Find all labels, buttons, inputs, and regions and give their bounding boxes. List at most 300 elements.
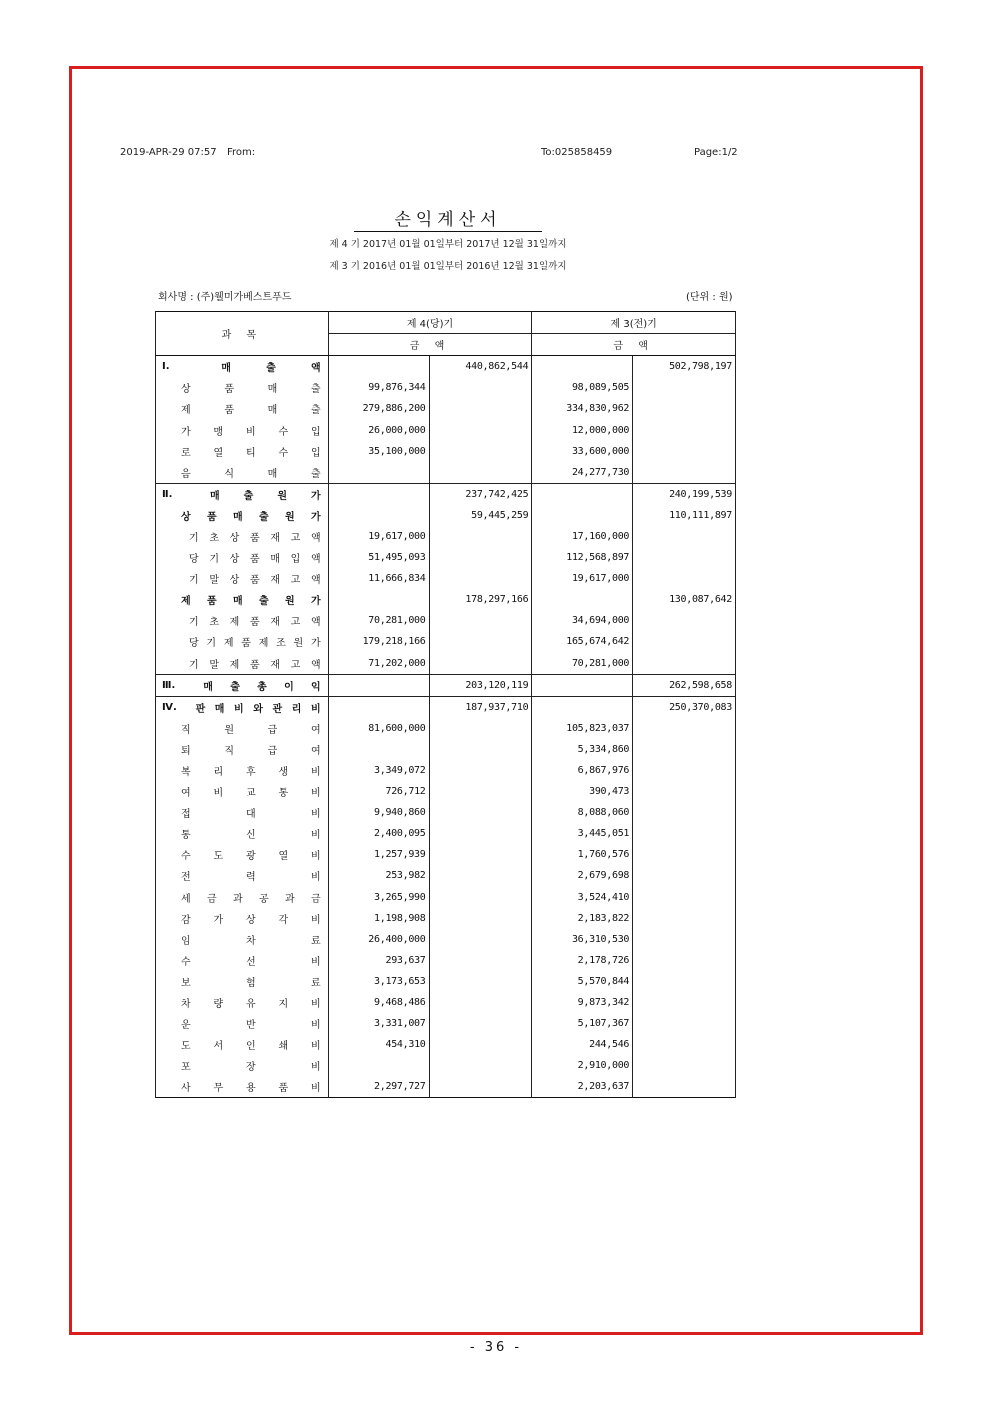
account-label-char: 리 <box>291 703 302 715</box>
account-label-char: 비 <box>311 872 321 884</box>
account-label-char: 퇴 <box>181 745 191 757</box>
account-label-wrap <box>159 359 325 374</box>
account-label-char: 교 <box>246 788 256 800</box>
amount-cell-p-a: 165,674,642 <box>532 631 633 652</box>
amount-cell-p-b <box>633 739 736 760</box>
account-label-char: 여 <box>181 788 191 800</box>
account-label-char: 가 <box>311 490 321 502</box>
amount-cell-p-a: 1,760,576 <box>532 844 633 865</box>
account-label-char: 상 <box>229 554 240 566</box>
amount-cell-p-b <box>633 718 736 739</box>
account-label-char: 기 <box>189 575 199 587</box>
statement-rows <box>156 356 736 1098</box>
account-label-char: 여 <box>310 724 321 736</box>
account-cell <box>156 653 329 675</box>
header-account: 과 목 <box>156 312 329 356</box>
statement-row <box>156 674 736 696</box>
statement-row <box>156 505 736 526</box>
account-label-char: 상 <box>181 511 191 523</box>
account-label-char: 식 <box>224 468 234 480</box>
header-current-amount: 금 액 <box>328 334 532 356</box>
statement-row <box>156 398 736 419</box>
amount-cell-p-b <box>633 462 736 484</box>
account-label-wrap <box>159 529 325 544</box>
account-label-char: 출 <box>310 405 321 417</box>
account-label-wrap <box>159 656 325 671</box>
statement-row <box>156 568 736 589</box>
amount-cell-p-a: 2,679,698 <box>532 865 633 886</box>
statement-row <box>156 865 736 886</box>
account-label-char: 고 <box>290 532 301 544</box>
amount-cell-p-a: 9,873,342 <box>532 992 633 1013</box>
account-label-char: 가 <box>311 511 321 523</box>
amount-cell-p-a: 244,546 <box>532 1034 633 1055</box>
statement-row <box>156 760 736 781</box>
amount-cell-p-b <box>633 419 736 440</box>
account-cell <box>156 1013 329 1034</box>
amount-cell-c-a: 1,257,939 <box>328 844 429 865</box>
page-number: - 36 - <box>469 1340 523 1355</box>
statement-row <box>156 950 736 971</box>
account-cell <box>156 1076 329 1098</box>
account-label-char: 품 <box>207 596 217 608</box>
account-label-char: 전 <box>181 872 191 884</box>
account-label-char: 비 <box>311 851 321 863</box>
amount-cell-c-a: 9,468,486 <box>328 992 429 1013</box>
company-name: 회사명 : (주)웰미가베스트푸드 <box>158 292 292 303</box>
section-numeral: Ⅲ. <box>162 679 176 691</box>
amount-cell-p-a <box>532 483 633 505</box>
amount-cell-c-a: 99,876,344 <box>328 377 429 398</box>
account-label-char: 제 <box>181 596 191 608</box>
amount-cell-c-b <box>429 462 532 484</box>
account-label-char: 말 <box>209 659 219 671</box>
account-label-char: 상 <box>229 575 240 587</box>
amount-cell-c-b <box>429 760 532 781</box>
account-cell <box>156 929 329 950</box>
account-label-char: 초 <box>209 617 219 629</box>
statement-row <box>156 589 736 610</box>
account-label-char: 가 <box>181 426 191 438</box>
account-cell <box>156 760 329 781</box>
amount-cell-p-b <box>633 631 736 652</box>
amount-cell-c-a: 51,495,093 <box>328 547 429 568</box>
account-label-char: 품 <box>249 532 260 544</box>
account-label-char: 품 <box>207 511 217 523</box>
account-cell <box>156 674 329 696</box>
account-cell <box>156 950 329 971</box>
account-label-char: 출 <box>259 511 269 523</box>
account-label-char: 매 <box>214 703 225 715</box>
account-label-char: 기 <box>189 659 199 671</box>
account-label-wrap <box>159 592 325 607</box>
header-prior-period: 제 3(전)기 <box>532 312 736 334</box>
account-cell <box>156 356 329 378</box>
amount-cell-c-a <box>328 462 429 484</box>
amount-cell-c-a: 2,297,727 <box>328 1076 429 1098</box>
account-label-char: 액 <box>310 575 321 587</box>
amount-cell-c-a <box>328 483 429 505</box>
account-label-char: 원 <box>293 638 304 650</box>
statement-row <box>156 823 736 844</box>
account-label-char: 비 <box>311 914 321 926</box>
account-label-char: 차 <box>246 935 256 947</box>
account-label-char: 액 <box>310 659 321 671</box>
amount-cell-c-b: 187,937,710 <box>429 696 532 718</box>
account-label-char: 입 <box>311 426 321 438</box>
account-label-char: 제 <box>258 638 269 650</box>
account-cell <box>156 589 329 610</box>
statement-row <box>156 696 736 718</box>
account-label-wrap <box>159 805 325 820</box>
account-label-char: 유 <box>246 999 256 1011</box>
account-label-wrap <box>159 613 325 628</box>
amount-cell-p-a: 5,334,860 <box>532 739 633 760</box>
amount-cell-p-b: 502,798,197 <box>633 356 736 378</box>
account-label-char: 기 <box>209 554 219 566</box>
amount-cell-c-b <box>429 908 532 929</box>
account-label-char: 원 <box>277 490 288 502</box>
amount-cell-p-a <box>532 589 633 610</box>
statement-row <box>156 908 736 929</box>
account-label-char: 재 <box>270 575 280 587</box>
amount-cell-c-b <box>429 1055 532 1076</box>
amount-cell-p-a <box>532 696 633 718</box>
header-current-period: 제 4(당)기 <box>328 312 532 334</box>
account-label-char: 품 <box>224 384 234 396</box>
account-label-char: 조 <box>276 638 286 650</box>
statement-title: 손익계산서 <box>354 205 542 232</box>
account-label-char: 티 <box>246 447 256 459</box>
amount-cell-p-b <box>633 568 736 589</box>
account-label-wrap <box>159 571 325 586</box>
account-cell <box>156 1034 329 1055</box>
account-label-wrap <box>159 953 325 968</box>
statement-row <box>156 441 736 462</box>
account-label-char: 액 <box>310 532 321 544</box>
account-label-wrap <box>159 465 325 480</box>
account-label-wrap <box>159 868 325 883</box>
account-label-char: 관 <box>272 703 283 715</box>
account-label-wrap <box>159 380 325 395</box>
account-label-char: 비 <box>311 788 321 800</box>
amount-cell-c-b <box>429 802 532 823</box>
account-label-wrap <box>159 1037 325 1052</box>
account-label-char: 통 <box>181 830 191 842</box>
amount-cell-c-b <box>429 610 532 631</box>
account-label-char: 고 <box>290 575 301 587</box>
statement-row <box>156 483 736 505</box>
amount-cell-p-a: 8,088,060 <box>532 802 633 823</box>
account-label-char: 비 <box>246 426 256 438</box>
account-label-char: 험 <box>246 977 256 989</box>
amount-cell-c-b <box>429 929 532 950</box>
account-label-char: 량 <box>213 999 224 1011</box>
statement-row <box>156 844 736 865</box>
fax-datetime: 2019-APR-29 07:57 <box>120 147 217 158</box>
account-label-char: 비 <box>311 767 321 779</box>
account-label-char: 재 <box>270 617 280 629</box>
account-label-char: 제 <box>223 638 234 650</box>
account-cell <box>156 1055 329 1076</box>
statement-row <box>156 781 736 802</box>
account-label-char: 운 <box>181 1020 191 1032</box>
account-label-char: 급 <box>267 745 278 757</box>
account-label-char: 비 <box>311 1041 321 1053</box>
amount-cell-c-a: 454,310 <box>328 1034 429 1055</box>
amount-cell-p-a: 98,089,505 <box>532 377 633 398</box>
account-label-wrap <box>159 423 325 438</box>
account-label-char: 도 <box>213 851 224 863</box>
amount-cell-c-b <box>429 419 532 440</box>
account-cell <box>156 526 329 547</box>
account-label-char: 비 <box>311 809 321 821</box>
account-label-wrap <box>159 995 325 1010</box>
amount-cell-c-a: 26,000,000 <box>328 419 429 440</box>
account-label-char: 광 <box>246 851 256 863</box>
account-label-char: 세 <box>181 893 191 905</box>
account-label-char: 직 <box>224 745 234 757</box>
account-label-char: 비 <box>310 703 321 715</box>
account-label-wrap <box>159 721 325 736</box>
amount-cell-c-b <box>429 631 532 652</box>
amount-cell-c-a <box>328 356 429 378</box>
account-label-char: 임 <box>181 935 191 947</box>
account-label-wrap <box>159 634 325 649</box>
account-label-char: 원 <box>224 724 234 736</box>
account-label-char: 수 <box>181 851 191 863</box>
account-label-char: 매 <box>267 384 278 396</box>
amount-cell-c-a: 3,173,653 <box>328 971 429 992</box>
account-label-char: 입 <box>290 554 301 566</box>
account-label-char: 열 <box>213 447 224 459</box>
account-label-char: 액 <box>311 363 321 375</box>
account-label-char: 품 <box>224 405 234 417</box>
statement-row <box>156 419 736 440</box>
amount-cell-c-a: 35,100,000 <box>328 441 429 462</box>
statement-row <box>156 1076 736 1098</box>
account-cell <box>156 908 329 929</box>
account-label-char: 비 <box>311 956 321 968</box>
amount-cell-c-b <box>429 865 532 886</box>
amount-cell-c-a: 726,712 <box>328 781 429 802</box>
amount-cell-p-b <box>633 802 736 823</box>
amount-cell-p-b <box>633 377 736 398</box>
amount-cell-c-a: 179,218,166 <box>328 631 429 652</box>
account-cell <box>156 505 329 526</box>
statement-row <box>156 610 736 631</box>
account-label-char: 재 <box>270 659 280 671</box>
income-statement-table <box>155 311 736 1098</box>
amount-cell-p-a <box>532 356 633 378</box>
account-label-wrap <box>159 742 325 757</box>
account-label-char: 비 <box>213 788 224 800</box>
account-label-char: 품 <box>241 638 251 650</box>
account-label-char: 비 <box>311 830 321 842</box>
account-label-char: 금 <box>207 893 217 905</box>
amount-cell-c-a: 1,198,908 <box>328 908 429 929</box>
amount-cell-p-b <box>633 950 736 971</box>
amount-cell-p-a: 105,823,037 <box>532 718 633 739</box>
fax-to: To:025858459 <box>541 147 613 158</box>
account-cell <box>156 992 329 1013</box>
amount-cell-p-a: 24,277,730 <box>532 462 633 484</box>
account-label-wrap <box>159 444 325 459</box>
amount-cell-p-a: 19,617,000 <box>532 568 633 589</box>
account-label-char: 출 <box>310 384 321 396</box>
account-label-wrap <box>159 890 325 905</box>
account-label-char: 맹 <box>213 426 224 438</box>
account-label-char: 제 <box>181 405 191 417</box>
account-label-char: 신 <box>246 830 256 842</box>
account-label-char: 매 <box>233 596 243 608</box>
amount-cell-c-b <box>429 739 532 760</box>
amount-cell-c-a <box>328 674 429 696</box>
account-label-char: 료 <box>311 935 321 947</box>
account-label-char: 열 <box>278 851 289 863</box>
account-label-char: 매 <box>267 468 278 480</box>
account-label-char: 말 <box>209 575 219 587</box>
account-label-char: 판 <box>195 703 206 715</box>
amount-cell-p-b <box>633 781 736 802</box>
account-cell <box>156 823 329 844</box>
statement-row <box>156 992 736 1013</box>
account-label-char: 이 <box>284 681 294 693</box>
amount-cell-p-b <box>633 823 736 844</box>
amount-cell-c-b <box>429 653 532 675</box>
account-label-char: 가 <box>310 638 321 650</box>
account-label-char: 수 <box>278 426 289 438</box>
account-cell <box>156 696 329 718</box>
account-label-char: 초 <box>209 532 219 544</box>
account-label-char: 기 <box>189 617 199 629</box>
amount-cell-c-b <box>429 844 532 865</box>
amount-cell-p-a: 3,524,410 <box>532 887 633 908</box>
amount-cell-c-a: 3,349,072 <box>328 760 429 781</box>
account-label-char: 비 <box>311 1083 321 1095</box>
amount-cell-c-b <box>429 377 532 398</box>
account-label-wrap <box>159 784 325 799</box>
amount-cell-p-b <box>633 929 736 950</box>
account-label-char: 과 <box>233 893 243 905</box>
account-label-char: 고 <box>290 659 301 671</box>
statement-row <box>156 739 736 760</box>
amount-cell-p-b <box>633 1034 736 1055</box>
account-cell <box>156 739 329 760</box>
amount-cell-p-a: 34,694,000 <box>532 610 633 631</box>
account-label-char: 비 <box>311 1020 321 1032</box>
amount-cell-c-b <box>429 992 532 1013</box>
statement-row <box>156 929 736 950</box>
account-label-char: 기 <box>206 638 217 650</box>
period-current: 제 4 기 2017년 01월 01일부터 2017년 12월 31일까지 <box>329 239 567 250</box>
account-label-char: 직 <box>181 724 191 736</box>
amount-cell-c-b <box>429 526 532 547</box>
statement-row <box>156 1013 736 1034</box>
amount-cell-p-b <box>633 992 736 1013</box>
amount-cell-p-b <box>633 908 736 929</box>
account-label-wrap <box>159 911 325 926</box>
amount-cell-c-a: 81,600,000 <box>328 718 429 739</box>
amount-cell-p-b <box>633 760 736 781</box>
account-cell <box>156 483 329 505</box>
account-label-char: 매 <box>210 490 220 502</box>
statement-row <box>156 547 736 568</box>
amount-cell-p-a: 70,281,000 <box>532 653 633 675</box>
account-label-char: 리 <box>213 767 224 779</box>
account-cell <box>156 568 329 589</box>
account-label-wrap <box>159 550 325 565</box>
amount-cell-c-a: 293,637 <box>328 950 429 971</box>
amount-cell-p-a: 33,600,000 <box>532 441 633 462</box>
amount-cell-p-b <box>633 1013 736 1034</box>
account-label-char: 각 <box>278 914 289 926</box>
account-label-wrap <box>159 932 325 947</box>
amount-cell-c-b <box>429 547 532 568</box>
account-cell <box>156 547 329 568</box>
account-label-char: 복 <box>181 767 191 779</box>
amount-cell-c-b <box>429 1076 532 1098</box>
statement-row <box>156 1034 736 1055</box>
account-label-char: 서 <box>213 1041 224 1053</box>
amount-cell-c-b: 203,120,119 <box>429 674 532 696</box>
amount-cell-p-b <box>633 526 736 547</box>
amount-cell-c-a: 26,400,000 <box>328 929 429 950</box>
fax-from: From: <box>227 147 256 158</box>
currency-unit: (단위 : 원) <box>686 292 733 303</box>
account-label-char: 출 <box>266 363 276 375</box>
amount-cell-p-a <box>532 674 633 696</box>
statement-row <box>156 462 736 484</box>
account-cell <box>156 802 329 823</box>
account-label-wrap <box>159 678 325 693</box>
amount-cell-c-b: 237,742,425 <box>429 483 532 505</box>
account-label-char: 기 <box>189 532 199 544</box>
account-label-char: 로 <box>181 447 191 459</box>
amount-cell-c-a <box>328 505 429 526</box>
fax-page: Page:1/2 <box>694 147 738 158</box>
amount-cell-c-a <box>328 696 429 718</box>
account-label-char: 도 <box>181 1041 191 1053</box>
account-label-char: 매 <box>203 681 213 693</box>
amount-cell-c-a: 2,400,095 <box>328 823 429 844</box>
account-label-char: 지 <box>278 999 289 1011</box>
amount-cell-p-a: 334,830,962 <box>532 398 633 419</box>
account-label-char: 공 <box>259 893 269 905</box>
account-label-char: 인 <box>246 1041 256 1053</box>
amount-cell-c-b <box>429 950 532 971</box>
header-prior-amount: 금 액 <box>532 334 736 356</box>
account-label-char: 품 <box>278 1083 289 1095</box>
amount-cell-p-b <box>633 865 736 886</box>
account-label-char: 음 <box>181 468 191 480</box>
account-label-char: 출 <box>310 468 321 480</box>
account-cell <box>156 419 329 440</box>
amount-cell-c-b: 440,862,544 <box>429 356 532 378</box>
account-label-char: 당 <box>189 554 199 566</box>
period-prior: 제 3 기 2016년 01월 01일부터 2016년 12월 31일까지 <box>329 261 567 272</box>
amount-cell-c-b: 59,445,259 <box>429 505 532 526</box>
account-label-char: 수 <box>278 447 289 459</box>
amount-cell-c-a: 19,617,000 <box>328 526 429 547</box>
amount-cell-p-b <box>633 971 736 992</box>
amount-cell-c-b <box>429 887 532 908</box>
account-cell <box>156 865 329 886</box>
amount-cell-p-a: 390,473 <box>532 781 633 802</box>
account-label-char: 액 <box>310 617 321 629</box>
account-label-char: 통 <box>278 788 289 800</box>
account-label-char: 상 <box>229 532 240 544</box>
